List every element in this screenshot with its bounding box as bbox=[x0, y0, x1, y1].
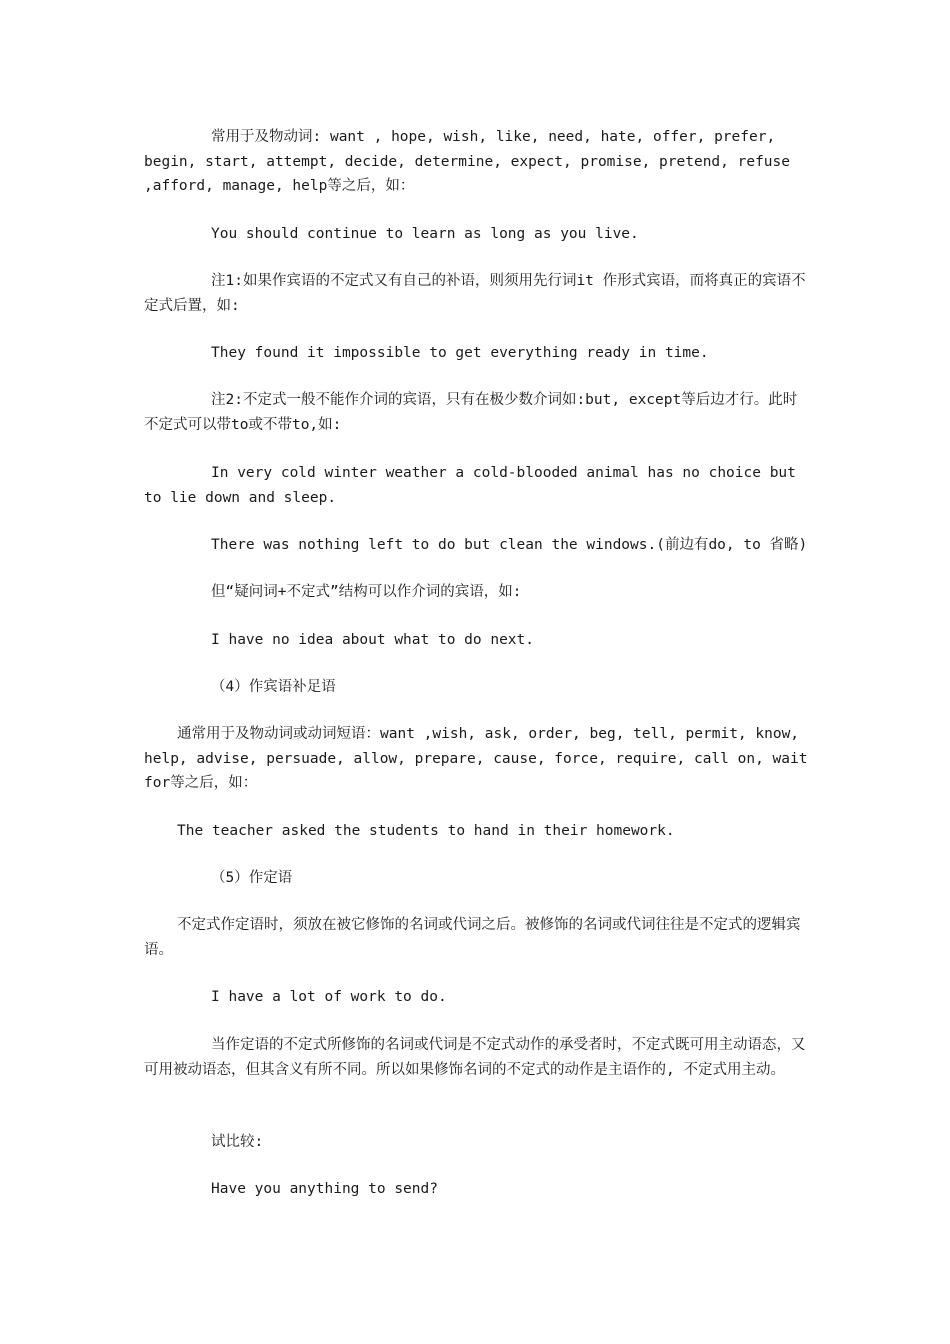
example-sentence: I have no idea about what to do next. bbox=[211, 632, 535, 648]
note-paragraph: 注1:如果作宾语的不定式又有自己的补语，则须用先行词it 作形式宾语，而将真正的宾语不定式后置，如: bbox=[144, 273, 806, 314]
section-heading: （5）作定语 bbox=[211, 870, 293, 886]
example-sentence: You should continue to learn as long as you live. bbox=[211, 226, 639, 242]
paragraph-verbs-list: 常用于及物动词: want , hope, wish, like, need, hate, offer, prefer, begin, start, attempt, decide, determine, expect, promise, pretend, refuse ,afford, manage, help等之后，如： bbox=[144, 129, 791, 194]
body-paragraph: 但“疑问词+不定式”结构可以作介词的宾语，如: bbox=[211, 584, 522, 600]
body-paragraph: 当作定语的不定式所修饰的名词或代词是不定式动作的承受者时，不定式既可用主动语态，又可用被动语态，但其含义有所不同。所以如果修饰名词的不定式的动作是主语作的, 不定式用主动。 bbox=[144, 1037, 806, 1078]
paragraph-verbs-list: 通常用于及物动词或动词短语：want ,wish, ask, order, beg, tell, permit, know, help, advise, persuade, allow, prepare, cause, force, require, call on, wait for等之后，如： bbox=[144, 726, 808, 791]
example-sentence: In very cold winter weather a cold-blooded animal has no choice but to lie down and sleep. bbox=[144, 465, 796, 506]
section-heading: （4）作宾语补足语 bbox=[211, 679, 336, 695]
body-paragraph: 不定式作定语时，须放在被它修饰的名词或代词之后。被修饰的名词或代词往往是不定式的逻辑宾语。 bbox=[144, 917, 801, 958]
example-sentence: I have a lot of work to do. bbox=[211, 989, 447, 1005]
example-sentence: There was nothing left to do but clean the windows.(前边有do, to 省略) bbox=[211, 537, 808, 553]
example-sentence: The teacher asked the students to hand in their homework. bbox=[177, 823, 675, 839]
example-sentence: They found it impossible to get everything ready in time. bbox=[211, 345, 709, 361]
example-sentence: Have you anything to send? bbox=[211, 1181, 438, 1197]
note-paragraph: 注2:不定式一般不能作介词的宾语，只有在极少数介词如:but, except等后边才行。此时不定式可以带to或不带to,如: bbox=[144, 392, 798, 433]
body-paragraph: 试比较: bbox=[211, 1134, 264, 1150]
